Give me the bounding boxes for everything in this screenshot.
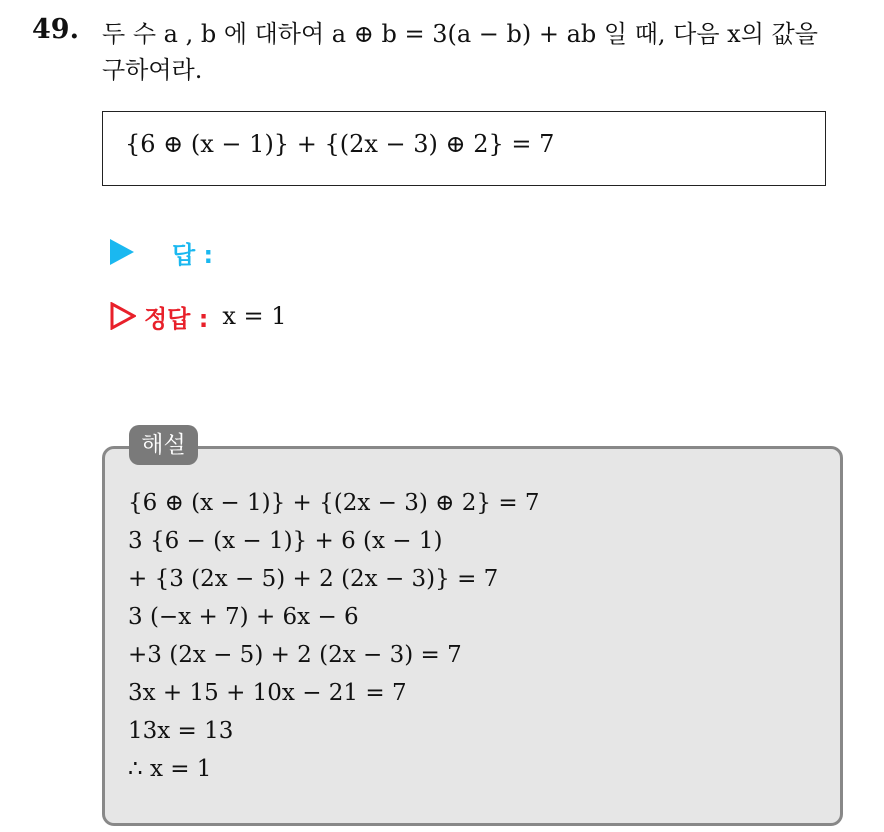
solution-steps (128, 484, 540, 788)
answer-label: 답 : (172, 240, 214, 269)
solution-step: +3 (2x − 5) + 2 (2x − 3) = 7 (128, 642, 462, 668)
correct-answer-label: 정답 : (144, 304, 209, 333)
solution-step: 3 (−x + 7) + 6x − 6 (128, 604, 359, 630)
solution-step: 3 {6 − (x − 1)} + 6 (x − 1) (128, 528, 443, 554)
solution-step: + {3 (2x − 5) + 2 (2x − 3)} = 7 (128, 566, 499, 592)
answer-row (110, 235, 213, 269)
solution-step: ∴ x = 1 (128, 756, 212, 782)
problem-statement-line-1: 두 수 a , b 에 대하여 a ⊕ b = 3(a − b) + ab 일 때, 다음 x의 값을 (102, 20, 818, 48)
problem-statement-line-2: 구하여라. (102, 56, 203, 84)
equation-box (102, 111, 826, 186)
solution-step: 3x + 15 + 10x − 21 = 7 (128, 680, 407, 706)
outline-play-icon (110, 302, 136, 330)
given-equation: {6 ⊕ (x − 1)} + {(2x − 3) ⊕ 2} = 7 (125, 130, 555, 158)
correct-answer-row (110, 298, 287, 334)
solution-tag: 해설 (129, 425, 198, 465)
solution-step: 13x = 13 (128, 718, 234, 744)
solution-step: {6 ⊕ (x − 1)} + {(2x − 3) ⊕ 2} = 7 (128, 490, 540, 516)
play-icon (110, 239, 134, 265)
problem-statement (102, 16, 872, 88)
problem-number: 49. (32, 14, 79, 45)
correct-answer-value: x = 1 (222, 302, 287, 330)
